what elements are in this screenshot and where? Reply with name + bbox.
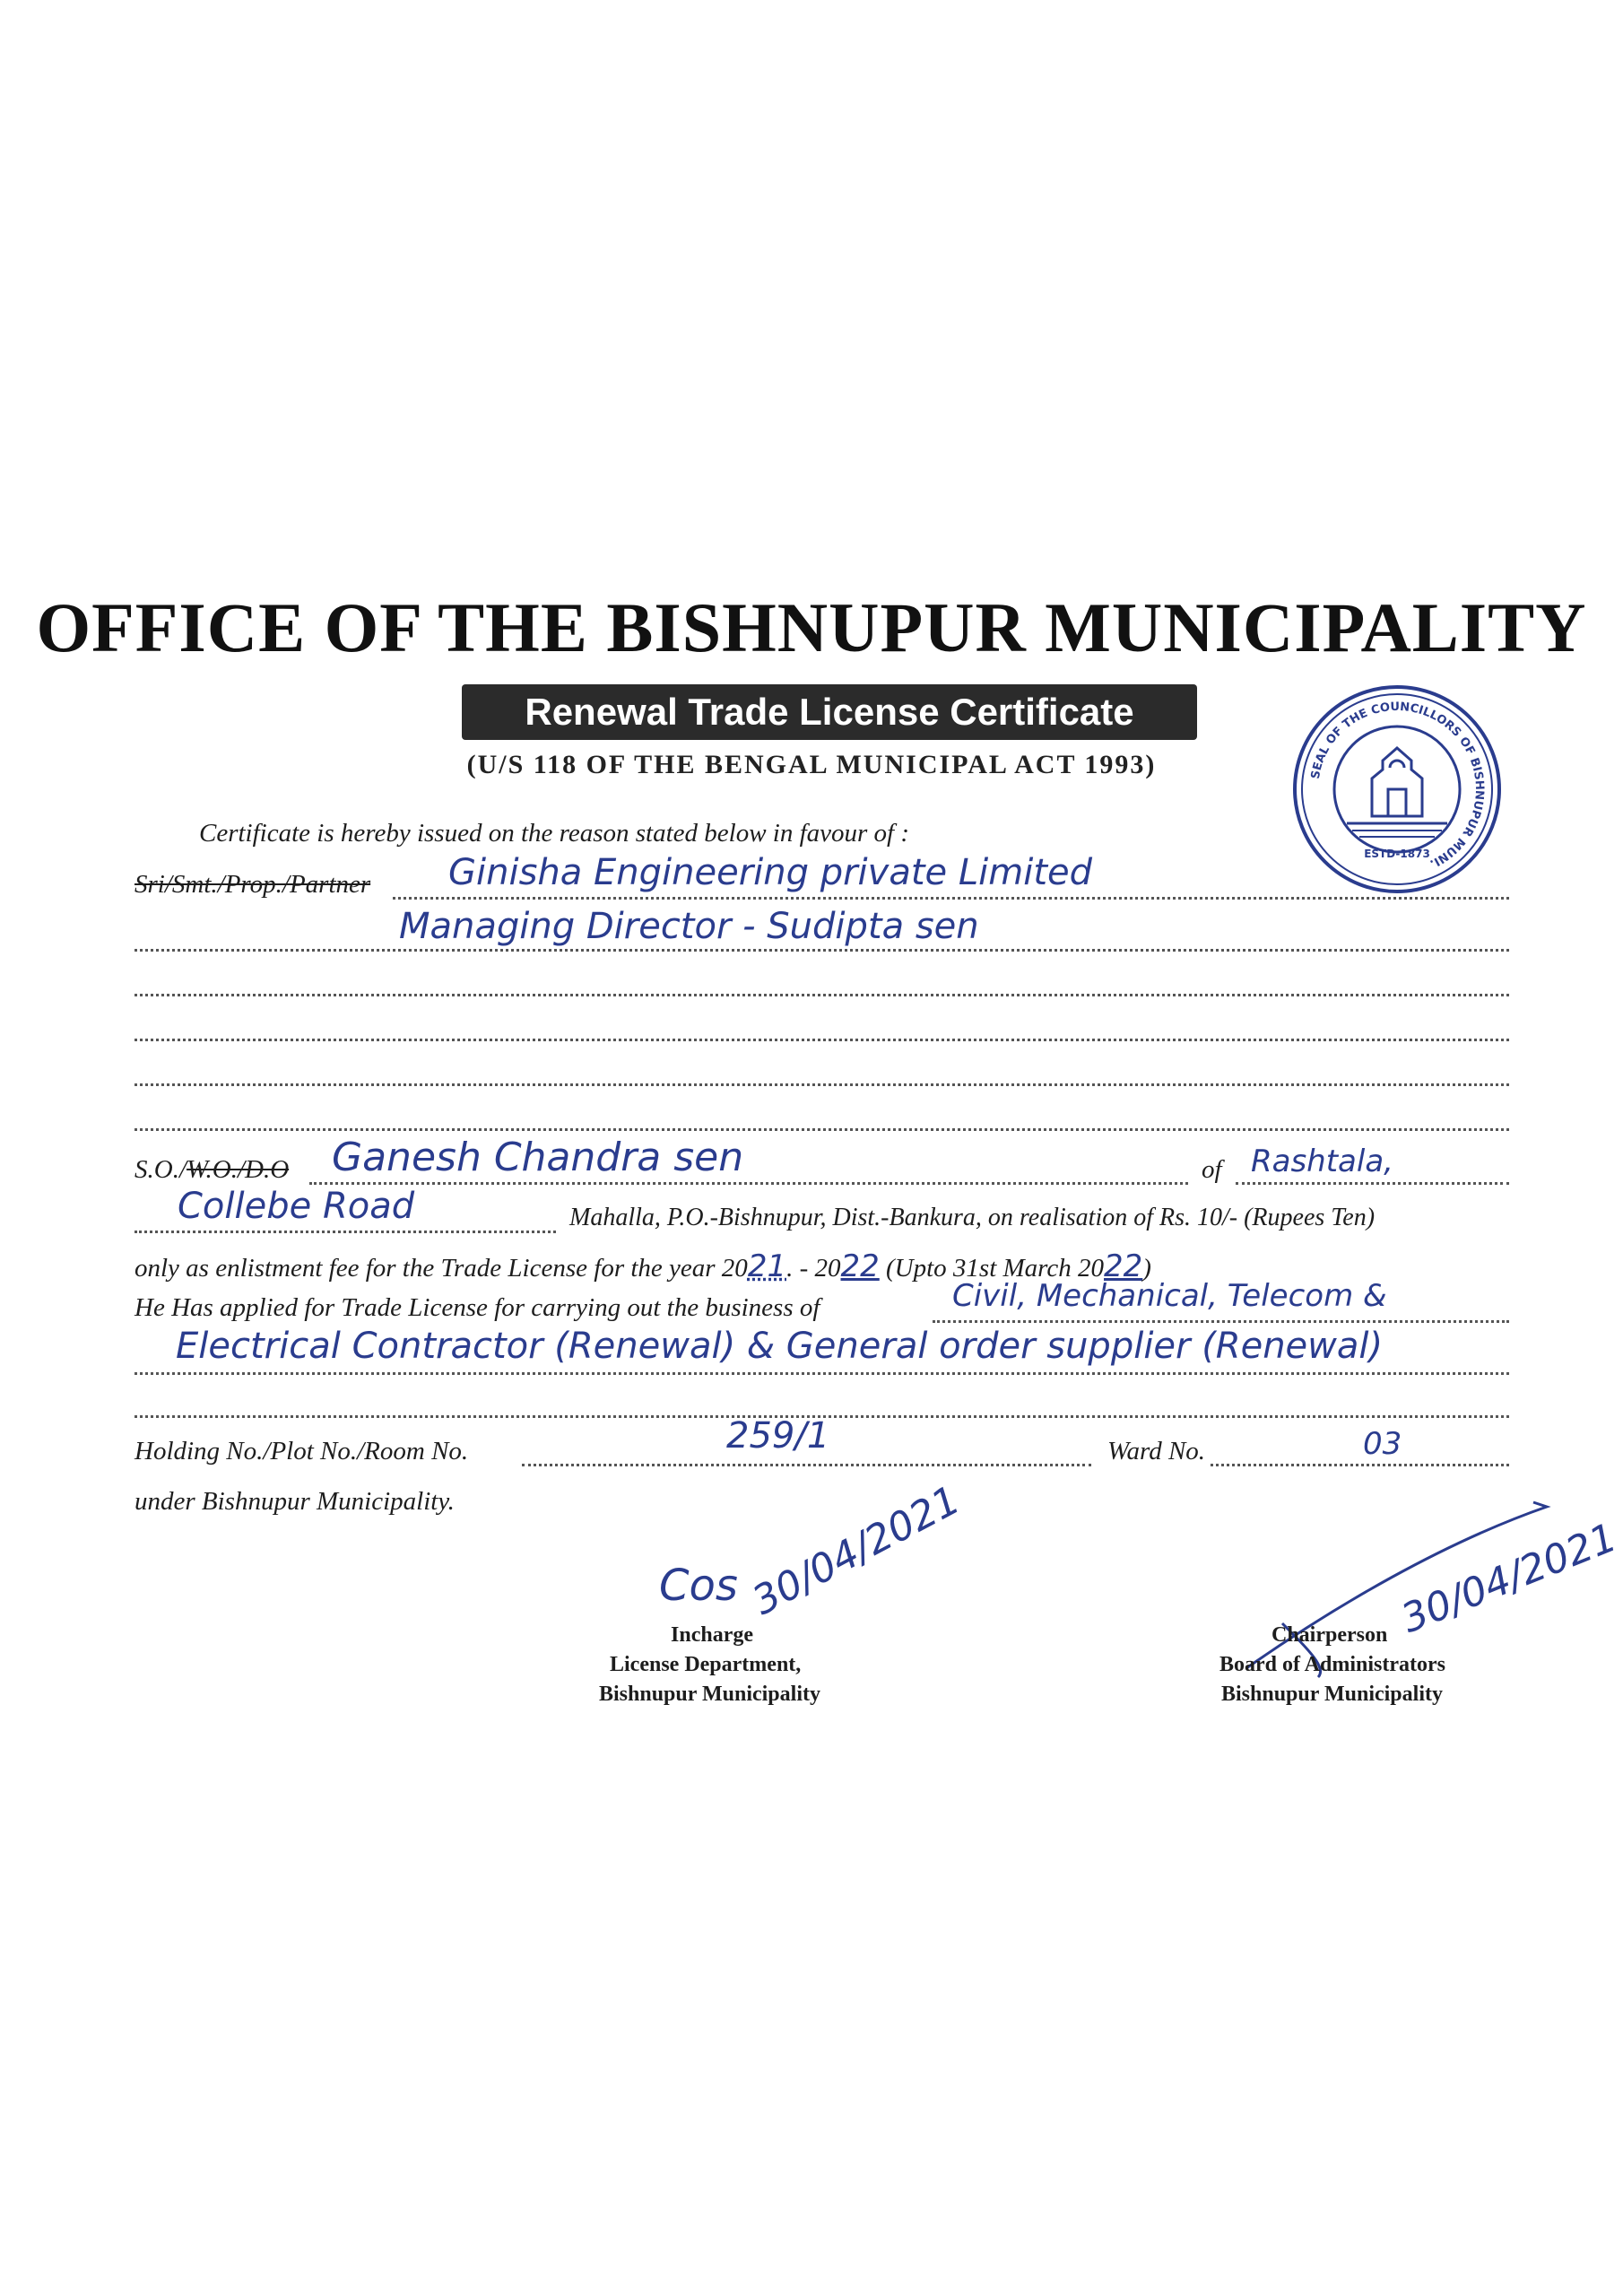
chairperson-title: Chairperson bbox=[1271, 1623, 1388, 1647]
chairperson-office: Bishnupur Municipality bbox=[1221, 1683, 1443, 1706]
dotted-line bbox=[1236, 1182, 1509, 1185]
dotted-line bbox=[135, 1231, 556, 1233]
certificate-type-banner: Renewal Trade License Certificate bbox=[462, 684, 1197, 740]
incharge-department: License Department, bbox=[610, 1653, 802, 1676]
dotted-line bbox=[135, 1372, 1509, 1375]
fee-text-a: only as enlistment fee for the Trade License for the year 20 bbox=[135, 1254, 748, 1283]
fee-text-d: ) bbox=[1142, 1254, 1151, 1283]
dotted-line bbox=[1211, 1464, 1509, 1466]
incharge-office: Bishnupur Municipality bbox=[599, 1683, 820, 1706]
seal-ring-text: SEAL OF THE COUNCILLORS OF BISHNUPUR MUNI. bbox=[1308, 700, 1487, 871]
locality-value: Rashtala, bbox=[1251, 1144, 1393, 1179]
prefix-label: Sri/Smt./Prop./Partner bbox=[135, 870, 371, 899]
year-from: 21 bbox=[747, 1248, 787, 1284]
fee-text-c: (Upto 31st March 20 bbox=[886, 1254, 1105, 1283]
licensee-designation: Managing Director - Sudipta sen bbox=[399, 906, 979, 947]
year-to: 22 bbox=[840, 1248, 880, 1284]
relation-label: S.O./W.O./D.O bbox=[135, 1155, 290, 1184]
dotted-line bbox=[135, 1039, 1509, 1041]
dotted-line bbox=[135, 1128, 1509, 1131]
incharge-title: Incharge bbox=[671, 1623, 753, 1647]
dotted-line bbox=[933, 1320, 1509, 1323]
business-line-1: Civil, Mechanical, Telecom & bbox=[952, 1278, 1387, 1314]
relation-struck: W.O./D.O bbox=[187, 1155, 290, 1184]
dotted-line bbox=[393, 897, 1509, 900]
municipal-seal-icon bbox=[1289, 682, 1505, 897]
chairperson-board: Board of Administrators bbox=[1219, 1653, 1445, 1676]
holding-value: 259/1 bbox=[726, 1415, 830, 1457]
seal-year: ESTD-1873 bbox=[1364, 848, 1430, 860]
dotted-line bbox=[135, 994, 1509, 996]
certificate-intro: Certificate is hereby issued on the reason stated below in favour of : bbox=[199, 819, 910, 848]
mahalla-text: Mahalla, P.O.-Bishnupur, Dist.-Bankura, on realisation of Rs. 10/- (Rupees Ten) bbox=[569, 1204, 1376, 1231]
business-intro: He Has applied for Trade License for carrying out the business of bbox=[135, 1293, 820, 1322]
ward-value: 03 bbox=[1363, 1426, 1402, 1462]
of-label: of bbox=[1202, 1155, 1222, 1184]
road-value: Collebe Road bbox=[178, 1186, 415, 1227]
fee-text-b: . - 20 bbox=[786, 1254, 841, 1283]
ward-label: Ward No. bbox=[1107, 1437, 1206, 1465]
holding-label: Holding No./Plot No./Room No. bbox=[135, 1437, 469, 1465]
father-name: Ganesh Chandra sen bbox=[332, 1135, 744, 1180]
incharge-initials: Cos bbox=[659, 1561, 738, 1611]
year-upto: 22 bbox=[1104, 1248, 1143, 1284]
under-text: under Bishnupur Municipality. bbox=[135, 1487, 455, 1516]
dotted-line bbox=[522, 1464, 1091, 1466]
incharge-sign-date: 30/04/2021 bbox=[745, 1476, 968, 1624]
dotted-line bbox=[135, 949, 1509, 952]
act-reference: (U/S 118 OF THE BENGAL MUNICIPAL ACT 1993) bbox=[466, 750, 1157, 779]
dotted-line bbox=[135, 1083, 1509, 1086]
dotted-line bbox=[309, 1182, 1188, 1185]
page-title: OFFICE OF THE BISHNUPUR MUNICIPALITY bbox=[36, 588, 1587, 666]
chairperson-sign-date: 30/04/2021 bbox=[1394, 1514, 1623, 1642]
business-line-2: Electrical Contractor (Renewal) & General order supplier (Renewal) bbox=[176, 1326, 1384, 1367]
licensee-name: Ginisha Engineering private Limited bbox=[448, 852, 1093, 893]
